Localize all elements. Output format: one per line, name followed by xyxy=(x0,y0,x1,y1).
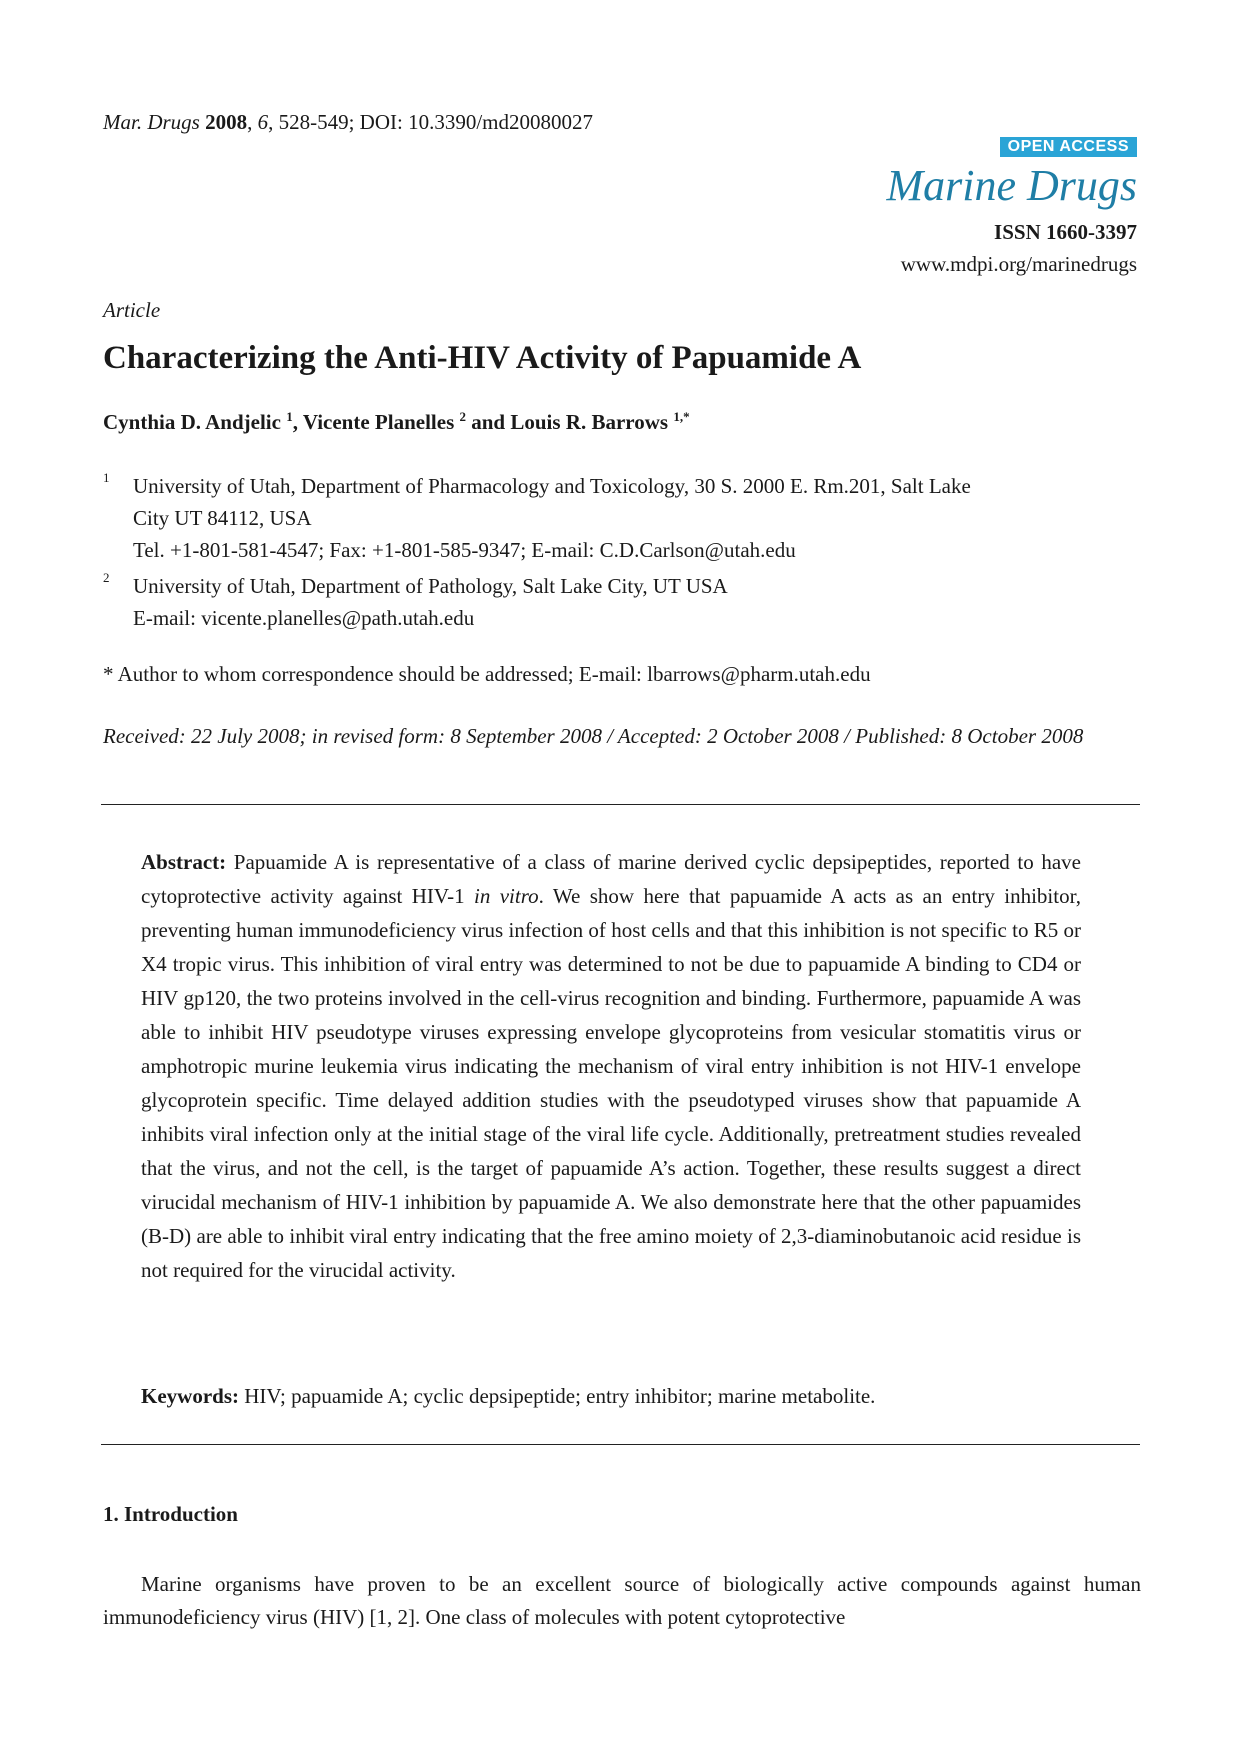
keywords xyxy=(141,1384,1101,1409)
author-affil-sup: 2 xyxy=(459,409,466,424)
affiliation-line: University of Utah, Department of Pharmacology and Toxicology, 30 S. 2000 E. Rm.201, Salt Lake xyxy=(133,474,971,498)
affiliation-line: City UT 84112, USA xyxy=(133,506,312,530)
citation-journal: Mar. Drugs xyxy=(103,110,200,134)
affiliation-2 xyxy=(103,570,1138,634)
citation-line: Mar. Drugs 2008, 6, 528-549; DOI: 10.3390/md20080027 xyxy=(103,110,594,134)
section-heading: 1. Introduction xyxy=(103,1502,238,1526)
article-title: Characterizing the Anti-HIV Activity of Papuamide A xyxy=(103,340,862,376)
correspondence-note: * Author to whom correspondence should be addressed; E-mail: lbarrows@pharm.utah.edu xyxy=(103,662,871,686)
abstract xyxy=(141,845,1081,1287)
keywords-text: HIV; papuamide A; cyclic depsipeptide; entry inhibitor; marine metabolite. xyxy=(239,1384,876,1408)
affiliation-contact: E-mail: vicente.planelles@path.utah.edu xyxy=(133,606,475,630)
journal-name: Marine Drugs xyxy=(886,161,1137,210)
author-sep: , xyxy=(292,410,303,434)
affiliation-1 xyxy=(103,470,1138,566)
intro-paragraph: Marine organisms have proven to be an excellent source of biologically active compounds against human immunodeficiency virus (HIV) [1, 2]. One class of molecules with potent cytoprotective xyxy=(103,1572,1141,1629)
abstract-label: Abstract: xyxy=(141,850,227,874)
author-affil-sup: 1,* xyxy=(673,409,690,424)
citation-volume: 6 xyxy=(257,110,269,134)
open-access-badge: OPEN ACCESS xyxy=(1000,137,1137,157)
author-name: Vicente Planelles xyxy=(302,410,455,434)
issn: ISSN 1660-3397 xyxy=(994,220,1137,244)
journal-url[interactable]: www.mdpi.org/marinedrugs xyxy=(900,252,1137,276)
author-sep: and xyxy=(466,410,511,434)
affiliation-number: 1 xyxy=(103,470,110,485)
author-name: Louis R. Barrows xyxy=(510,410,669,434)
abstract-text-part: Papuamide A is representative of a class of marine derived cyclic depsipeptides, reported to have cytoprotective activity against HIV-1 xyxy=(141,850,1081,908)
bottom-divider xyxy=(101,1444,1140,1445)
keywords-label: Keywords: xyxy=(141,1384,239,1408)
abstract-text-part: . We show here that papuamide A acts as an entry inhibitor, preventing human immunodeficiency virus infection of host cells and that this inhibition is not specific to R5 or X4 tropic virus. This inhibition of viral entry was determined to not be due to papuamide A binding to CD4 or HIV gp120, the two proteins involved in the cell-virus recognition and binding. Furthermore, papuamide A was able to inhibit HIV pseudotype viruses expressing envelope glycoproteins from vesicular stomatitis virus or amphotropic murine leukemia virus indicating the mechanism of viral entry inhibition is not HIV-1 envelope glycoprotein specific. Time delayed addition studies with the pseudotyped viruses show that papuamide A inhibits viral infection only at the initial stage of the viral life cycle. Additionally, pretreatment studies revealed that the virus, and not the cell, is the target of papuamide A’s action. Together, these results suggest a direct virucidal mechanism of HIV-1 inhibition by papuamide A. We also demonstrate here that the other papuamides (B-D) are able to inhibit viral entry indicating that the free amino moiety of 2,3-diaminobutanoic acid residue is not required for the virucidal activity. xyxy=(141,884,1082,1282)
author-affil-sup: 1 xyxy=(286,409,293,424)
author-list xyxy=(103,410,690,435)
author-name: Cynthia D. Andjelic xyxy=(103,410,281,434)
abstract-italic: in vitro xyxy=(474,884,539,908)
citation-year: 2008 xyxy=(205,110,248,134)
affiliation-line: University of Utah, Department of Pathology, Salt Lake City, UT USA xyxy=(133,574,728,598)
article-type: Article xyxy=(103,298,161,322)
top-divider xyxy=(101,804,1140,805)
publication-dates: Received: 22 July 2008; in revised form: 8 September 2008 / Accepted: 2 October 2008 / Published: 8 October 2008 xyxy=(103,724,1084,748)
citation-pages-doi: , 528-549; DOI: 10.3390/md20080027 xyxy=(268,110,594,134)
affiliation-number: 2 xyxy=(103,570,110,585)
affiliation-contact: Tel. +1-801-581-4547; Fax: +1-801-585-9347; E-mail: C.D.Carlson@utah.edu xyxy=(133,538,796,562)
